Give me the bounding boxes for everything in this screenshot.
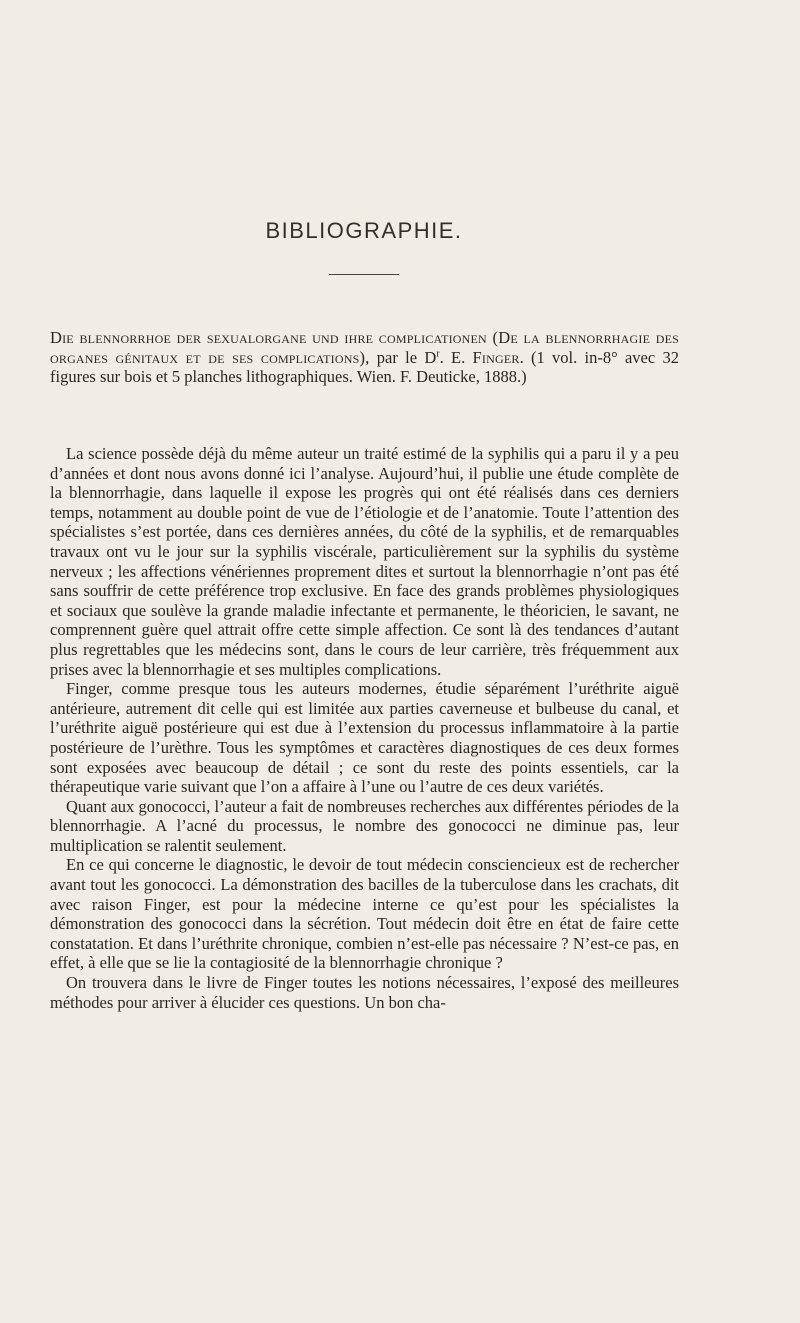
author-initial: . E. — [439, 347, 473, 367]
paragraph-3: Quant aux gonococci, l’auteur a fait de nombreuses recherches aux différentes périodes de la blennorrhagie. A l’acné du processus, le nombre des gonococci ne diminue pas, leur multiplication se ralentit seulement. — [50, 796, 679, 855]
review-body — [50, 444, 679, 1012]
paragraph-5: On trouvera dans le livre de Finger toutes les notions nécessaires, l’exposé des meilleures méthodes pour arriver à élucider ces questions. Un bon cha- — [50, 973, 679, 1012]
work-title: Die blennorrhoe der sexualorgane und ihre complicationen (De la blennorrhagie des organes génitaux et de ses complications), — [50, 328, 679, 367]
author-name: Finger — [472, 347, 520, 367]
publication-details: . (1 vol. in-8° avec 32 figures sur bois et 5 planches lithographiques. Wien. F. Deuticke, 1888.) — [50, 347, 679, 387]
paragraph-1: La science possède déjà du même auteur un traité estimé de la syphilis qui a paru il y a peu d’années et dont nous avons donné ici l’analyse. Aujourd’hui, il publie une étude complète de la blennorrhagie, dans laquelle il expose les progrès qui ont été réalisés dans ces derniers temps, notamment au double point de vue de l’étiologie et de l’anatomie. Toute l’attention des spécialistes s’est portée, dans ces dernières années, du côté de la syphilis, et de remarquables travaux ont vu le jour sur la syphilis viscérale, particulièrement sur la syphilis du système nerveux ; les affections vénériennes proprement dites et surtout la blennorrhagie n’ont pas été sans souffrir de cette préférence trop exclusive. En face des grands problèmes physiologiques et sociaux que soulève la grande maladie infectante et permanente, le théoricien, le savant, ne comprennent guère quel attrait offre cette simple affection. Ce sont là des tendances d’autant plus regrettables que les médecins sont, dans le cours de leur carrière, très fréquemment aux prises avec la blennorrhagie et ses multiples complications. — [50, 444, 679, 679]
page-title: BIBLIOGRAPHIE. — [265, 218, 463, 243]
paragraph-2: Finger, comme presque tous les auteurs modernes, étudie séparément l’uréthrite aiguë antérieure, autrement dit celle qui est limitée aux parties caverneuse et bulbeuse du canal, et l’uréthrite aiguë postérieure qui est due à l’extension du processus inflammatoire à la partie postérieure de l’urèthre. Tous les symptômes et caractères diagnostiques de ces deux formes sont exposées avec beaucoup de détail ; ce sont du reste des points essentiels, car la thérapeutique varie suivant que l’on a affaire à l’une ou l’autre de ces deux variétés. — [50, 679, 679, 797]
paragraph-4: En ce qui concerne le diagnostic, le devoir de tout médecin consciencieux est de rechercher avant tout les gonococci. La démonstration des bacilles de la tuberculose dans les crachats, dit avec raison Finger, est pour la médecine interne ce qu’est pour les spécialistes la démonstration des gonococci dans la sécrétion. Tout médecin doit être en état de faire cette constatation. Et dans l’uréthrite chronique, combien n’est-elle pas nécessaire ? N’est-ce pas, en effet, à elle que se lie la contagiosité de la blennorrhagie chronique ? — [50, 855, 679, 973]
bibliographic-citation — [50, 328, 679, 387]
citation-by: par le D — [369, 347, 437, 367]
citation-by-superscript: r — [436, 348, 440, 360]
title-divider — [329, 274, 399, 275]
